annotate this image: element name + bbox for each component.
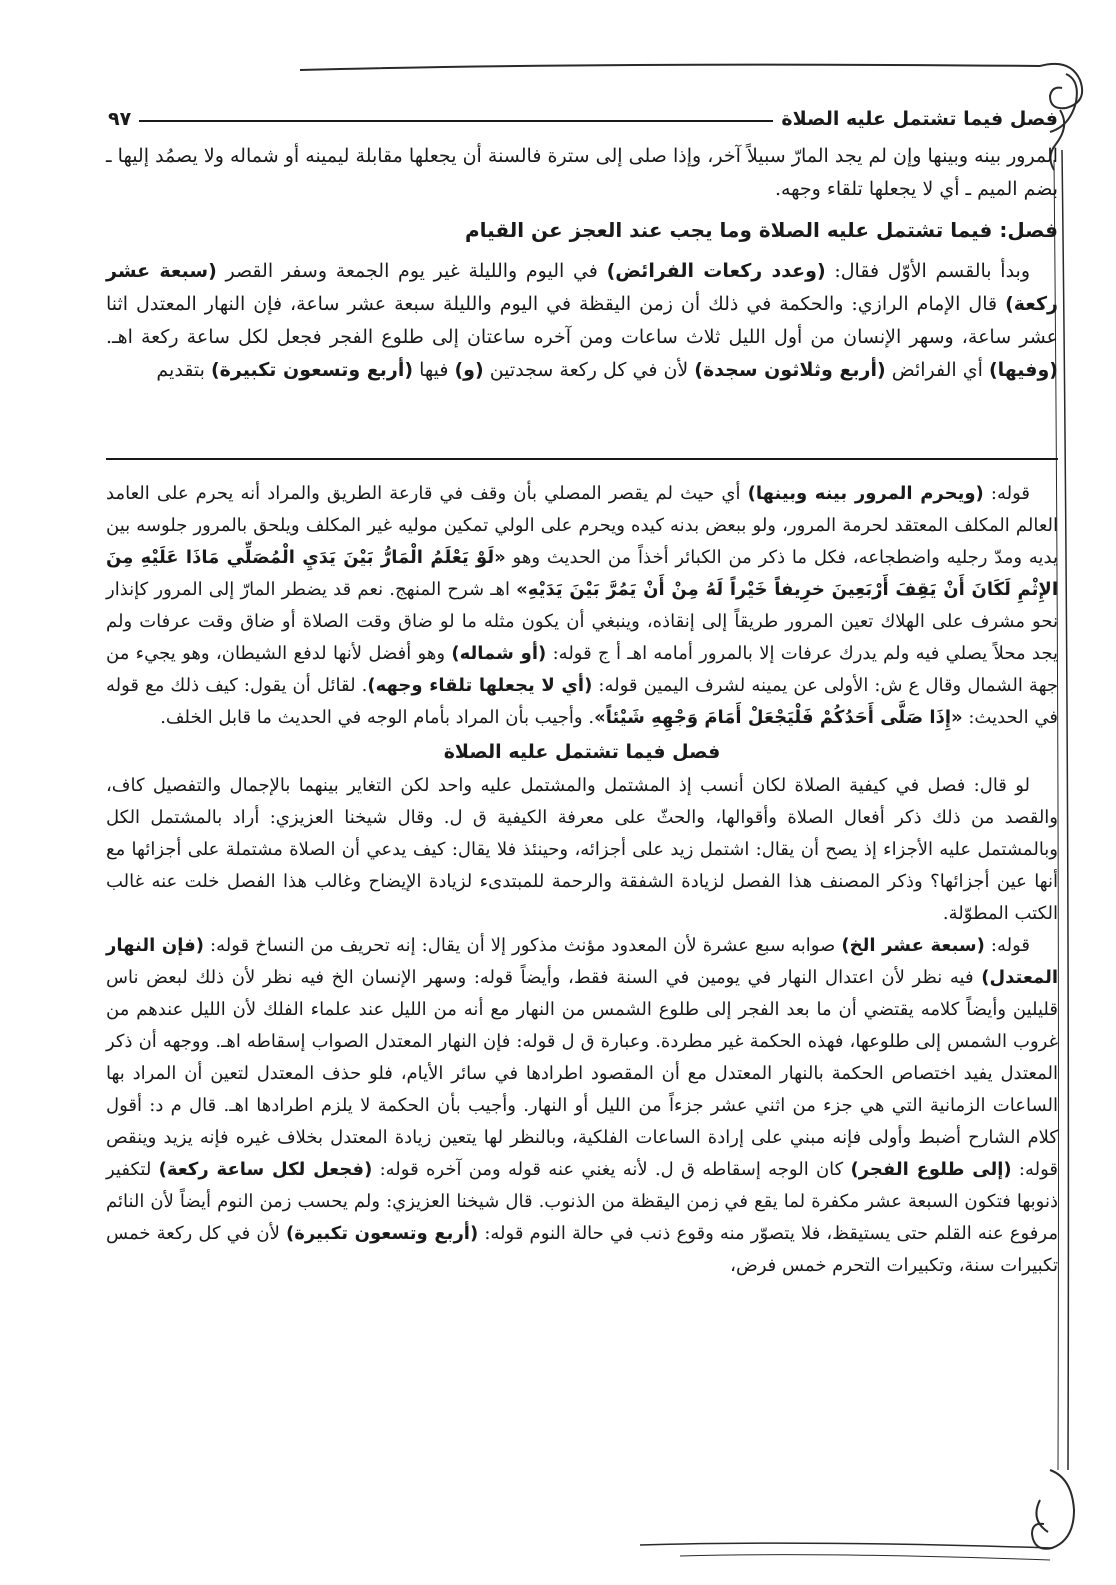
text-run: . وأجيب بأن المراد بأمام الوجه في الحديث ما قابل الخلف. <box>160 707 595 728</box>
bold-phrase: (فجعل لكل ساعة ركعة) <box>158 1159 373 1180</box>
bold-phrase: (أربع وتسعون تكبيرة) <box>211 359 414 381</box>
bold-phrase: (سبعة عشر الخ) <box>841 935 985 956</box>
text-run: وبدأ بالقسم الأوّل فقال: <box>825 260 1030 282</box>
matn-paragraph <box>106 255 1058 387</box>
page-number: ٩٧ <box>108 108 132 130</box>
matn-intro-paragraph: المرور بينه وبينها وإن لم يجد المارّ سبيلاً آخر، وإذا صلى إلى سترة فالسنة أن يجعلها مقابلة ليمينه أو شماله ولا يصمُد إليها ـ بضم الميم ـ أي لا يجعلها تلقاء وجهه. <box>106 145 1058 200</box>
bold-phrase: (سبعة عشر ركعة) <box>106 260 1058 315</box>
text-run: بتقديم <box>156 359 211 381</box>
text-run: أي حيث لم يقصر المصلي بأن وقف في قارعة الطريق والمراد أنه يحرم على العامد العالم المكلف المعتقد لحرمة المرور، ولو ببعض بدنه كيده ويحرم على الولي تمكين موليه غير المكلف ويلحق بالمرور جلوسه بين يديه ومدّ رجليه واضطجاعه، فكل ما ذكر من الكبائر أخذاً من الحديث وهو <box>106 483 1058 568</box>
text-run: قوله: <box>984 935 1031 956</box>
commentary-section <box>106 478 1058 1282</box>
text-run: قال الإمام الرازي: والحكمة في ذلك أن زمن اليقظة في اليوم والليلة سبعة عشر ساعة، فإن النهار المعتدل اثنا عشر ساعة، وسهر الإنسان من أول الليل ثلاث ساعات ومن آخره ساعتان إلى طلوع الفجر فجعل لكل ساعة ركعة اهـ. <box>106 293 1058 348</box>
text-run: لأن في كل ركعة سجدتين <box>483 359 695 381</box>
main-text-section <box>106 140 1058 387</box>
commentary-paragraph-2: لو قال: فصل في كيفية الصلاة لكان أنسب إذ المشتمل والمشتمل عليه واحد لكن التغاير بينهما بالإجمال والتفصيل كاف، والقصد من ذلك ذكر أفعال الصلاة وأقوالها، والحثّ على معرفة الكيفية ق ل. وقال شيخنا العزيزي: أراد بالمشتمل الكل وبالمشتمل عليه الأجزاء إذ يصح أن يقال: اشتمل زيد على أجزائه، وحينئذ فلا يقال: كيف يدعي أن الصلاة مشتملة على أجزائها مع أنها عين أجزائها؟ وذكر المصنف هذا الفصل لزيادة الشفقة والرحمة للمبتدىء لزيادة الإيضاح وغالب هذا الفصل خلت عنه غالب الكتب المطوّلة. <box>106 775 1059 924</box>
bold-phrase: (أو شماله) <box>451 643 547 664</box>
text-run: لأن في كل ركعة خمس تكبيرات سنة، وتكبيرات التحرم خمس فرض، <box>106 1223 1058 1276</box>
bold-phrase: (و) <box>454 359 484 381</box>
section-heading: فصل: فيما تشتمل عليه الصلاة وما يجب عند العجز عن القيام <box>465 218 1058 242</box>
commentary-paragraph-3 <box>106 930 1058 1282</box>
commentary-paragraph-1 <box>106 478 1058 734</box>
bold-phrase: (وعدد ركعات الفرائض) <box>606 260 826 282</box>
text-run: اهـ شرح المنهج. نعم قد يضطر المارّ إلى المرور كإنذار نحو مشرف على الهلاك تعين المرور طريقاً إلى إنقاذه، وينبغي أن يكون مثله ما لو ضاق وقت الصلاة أو ضاق وقت عرفات ولم يجد محلاً يصلي فيه ولم يدرك عرفات إلا بالمرور أمامه اهـ أ ج قوله: <box>106 579 1059 664</box>
text-run: قوله: <box>983 483 1031 504</box>
bold-phrase: (إلى طلوع الفجر) <box>850 1159 1012 1180</box>
text-run: صوابه سبع عشرة لأن المعدود مؤنث مذكور إلا أن يقال: إنه تحريف من النساخ قوله: <box>204 935 842 956</box>
hadith-quote: «لَوْ يَعْلَمُ الْمَارُّ بَيْنَ يَدَيِ الْمُصَلِّي مَاذَا عَلَيْهِ مِنَ الإِثْمِ لَكَانَ أَنْ يَقِفَ أَرْبَعِينَ خرِيفاً خَيْراً لَهُ مِنْ أَنْ يَمُرَّ بَيْنَ يَدَيْهِ» <box>106 547 1059 600</box>
text-run: في اليوم والليلة غير يوم الجمعة وسفر القصر <box>216 260 607 282</box>
bold-phrase: (ويحرم المرور بينه وبينها) <box>747 483 984 504</box>
commentary-heading: فصل فيما تشتمل عليه الصلاة <box>443 741 721 763</box>
running-header <box>108 104 1058 134</box>
header-rule <box>139 120 773 122</box>
text-run: أي الفرائض <box>885 359 989 381</box>
bold-phrase: (أي لا يجعلها تلقاء وجهه) <box>367 675 593 696</box>
footnote-divider <box>106 458 1058 460</box>
bold-phrase: (أربع وتسعون تكبيرة) <box>286 1223 479 1244</box>
hadith-quote: «إِذَا صَلَّى أَحَدُكُمْ فَلْيَجْعَلْ أَمَامَ وَجْهِهِ شَيْئاً» <box>594 707 963 728</box>
text-run: لتكفير ذنوبها فتكون السبعة عشر مكفرة لما يقع في زمن اليقظة من الذنوب. قال شيخنا العزيزي: ولم يحسب زمن النوم أيضاً لأن النائم مرفوع عنه القلم حتى يستيقظ، فلا يتصوّر منه وقوع ذنب في حالة النوم قوله: <box>106 1159 1058 1244</box>
bold-phrase: (أربع وثلاثون سجدة) <box>694 359 886 381</box>
text-run: . لقائل أن يقول: كيف ذلك مع قوله في الحديث: <box>106 675 1058 728</box>
bold-phrase: (وفيها) <box>988 359 1058 381</box>
text-run: وهو أفضل لأنها لدفع الشيطان، وهو يجيء من جهة الشمال وقال ع ش: الأولى عن يمينه لشرف اليمين قوله: <box>106 643 1058 696</box>
bold-phrase: (فإن النهار المعتدل) <box>106 935 1058 988</box>
text-run: كان الوجه إسقاطه ق ل. لأنه يغني عنه قوله ومن آخره قوله: <box>372 1159 851 1180</box>
text-run: فيها <box>413 359 455 381</box>
text-run: فيه نظر لأن اعتدال النهار في يومين في السنة فقط، وأيضاً قوله: وسهر الإنسان الخ فيه نظر لأن ذلك لبعض ناس قليلين وأيضاً كلامه يقتضي أن ما بعد الفجر إلى طلوع الشمس من النهار مع أنه من الليل عند علماء الفلك لأن الليل عندهم من غروب الشمس إلى طلوعها، فهذه الحكمة غير مطردة. وعبارة ق ل قوله: فإن النهار المعتدل الصواب إسقاطه اهـ. ووجهه أن ذكر المعتدل يفيد اختصاص الحكمة بالنهار المعتدل مع أن المقصود اطرادها في سائر الأيام، فلو حذف المعتدل لتعين أن المراد بها الساعات الزمانية التي هي جزء من اثني عشر جزءاً من الليل أو النهار. وأجيب بأن الحكمة لا يلزم اطرادها اهـ. قال م د: أقول كلام الشارح أضبط وأولى فإنه مبني على إرادة الساعات الفلكية، وبالنظر لها يتعين زيادة المعتدل بخلاف غيره فإنه يزيد وينقص قوله: <box>106 967 1059 1180</box>
running-header-title: فصل فيما تشتمل عليه الصلاة <box>781 108 1058 130</box>
